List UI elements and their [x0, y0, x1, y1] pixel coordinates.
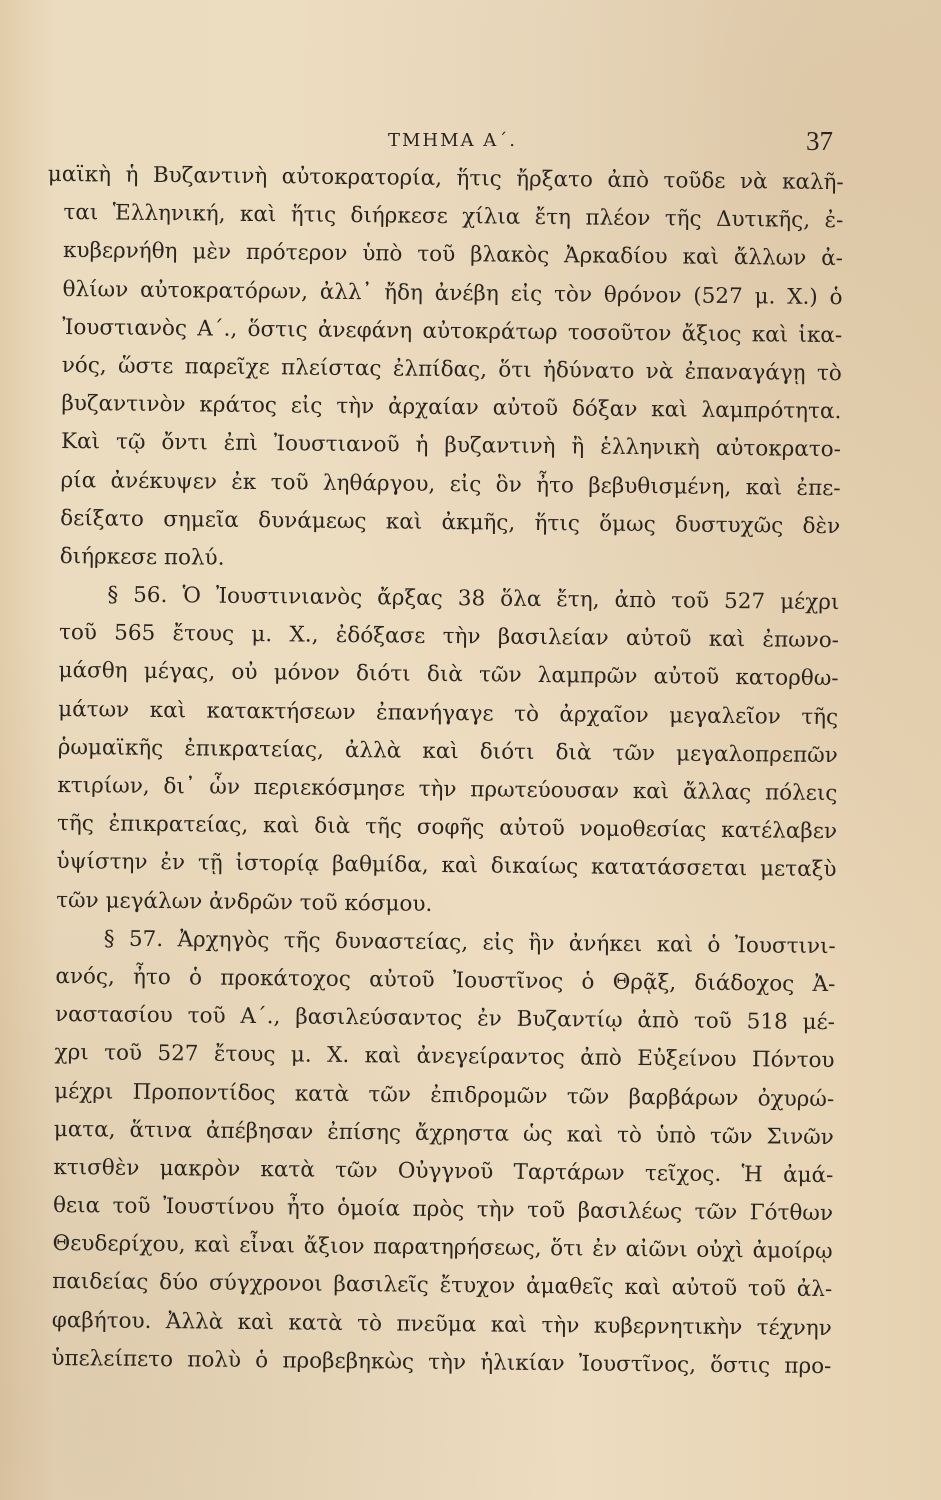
text-line: ὑπελείπετο πολὺ ὁ προβεβηκὼς τὴν ἡλικίαν Ἰουστῖνος, ὅστις προ- [51, 1345, 832, 1379]
text-line: διήρκεσε πολύ. [59, 543, 225, 571]
text-line: νός, ὥστε παρεῖχε πλείστας ἐλπίδας, ὅτι ἠδύνατο νὰ ἐπαναγάγῃ τὸ [61, 352, 842, 387]
text-line: Θευδερίχου, καὶ εἶναι ἄξιον παρατηρήσεως, ὅτι ἐν αἰῶνι οὐχὶ ἀμοίρῳ [52, 1231, 833, 1265]
text-line: παιδείας δύο σύγχρονοι βασιλεῖς ἔτυχον ἀμαθεῖς καὶ αὐτοῦ τοῦ ἀλ- [52, 1269, 833, 1303]
text-line: τῶν μεγάλων ἀνδρῶν τοῦ κόσμου. [56, 887, 433, 917]
text-line: θλίων αὐτοκρατόρων, ἀλλ᾽ ἤδη ἀνέβη εἰς τὸν θρόνον (527 μ. Χ.) ὁ [62, 276, 843, 310]
text-line: τῆς ἐπικρατείας, καὶ διὰ τῆς σοφῆς αὐτοῦ νομοθεσίας κατέλαβεν [56, 811, 838, 845]
text-line: μάσθη μέγας, οὐ μόνον διότι διὰ τῶν λαμπρῶν αὐτοῦ κατορθω- [58, 658, 839, 692]
text-line: κτιρίων, δι᾽ ὧν περιεκόσμησε τὴν πρωτεύουσαν καὶ ἄλλας πόλεις [57, 772, 838, 807]
section-heading-line: § 56. Ὁ Ἰουστινιανὸς ἄρξας 38 ὅλα ἔτη, ἀπὸ τοῦ 527 μέχρι [107, 582, 840, 616]
text-line: ται Ἑλληνική, καὶ ἥτις διήρκεσε χίλια ἔτη πλέον τῆς Δυτικῆς, ἐ- [63, 200, 844, 234]
text-line: χρι τοῦ 527 ἔτους μ. Χ. καὶ ἀνεγείραντος ἀπὸ Εὐξείνου Πόντου [54, 1040, 835, 1074]
text-line: θεια τοῦ Ἰουστίνου ἦτο ὁμοία πρὸς τὴν τοῦ βασιλέως τῶν Γότθων [52, 1193, 834, 1227]
text-line: μέχρι Προποντίδος κατὰ τῶν ἐπιδρομῶν τῶν βαρβάρων ὀχυρώ- [54, 1078, 835, 1112]
body-text [47, 156, 844, 1386]
text-line: φαβήτου. Ἀλλὰ καὶ κατὰ τὸ πνεῦμα καὶ τὴν κυβερνητικὴν τέχνην [51, 1307, 832, 1341]
text-line: βυζαντινὸν κράτος εἰς τὴν ἀρχαίαν αὐτοῦ δόξαν καὶ λαμπρότητα. [61, 391, 842, 425]
text-line: μαϊκὴ ἡ Βυζαντινὴ αὐτοκρατορία, ἥτις ἤρξατο ἀπὸ τοῦδε νὰ καλῆ- [47, 161, 844, 196]
text-line: ματα, ἅτινα ἀπέβησαν ἐπίσης ἄχρηστα ὡς καὶ τὸ ὑπὸ τῶν Σινῶν [53, 1116, 834, 1150]
text-line: ῥωμαϊκῆς ἐπικρατείας, ἀλλὰ καὶ διότι διὰ τῶν μεγαλοπρεπῶν [57, 734, 838, 768]
page-number: 37 [806, 126, 833, 156]
text-line: κυβερνήθη μὲν πρότερον ὑπὸ τοῦ βλακὸς Ἀρκαδίου καὶ ἄλλων ἀ- [62, 238, 844, 272]
section-heading-line: § 57. Ἀρχηγὸς τῆς δυναστείας, εἰς ἣν ἀνήκει καὶ ὁ Ἰουστινι- [103, 926, 836, 959]
text-line: ναστασίου τοῦ Α΄., βασιλεύσαντος ἐν Βυζαντίῳ ἀπὸ τοῦ 518 μέ- [54, 1002, 836, 1036]
text-line: ρία ἀνέκυψεν ἐκ τοῦ ληθάργου, εἰς ὃν ἦτο βεβυθισμένη, καὶ ἐπε- [60, 467, 841, 501]
text-line: Καὶ τῷ ὄντι ἐπὶ Ἰουστιανοῦ ἡ βυζαντινὴ ἢ ἑλληνικὴ αὐτοκρατο- [60, 429, 842, 463]
text-line: ὑψίστην ἐν τῇ ἱστορίᾳ βαθμίδα, καὶ δικαίως κατατάσσεται μεταξὺ [56, 849, 837, 883]
text-line: μάτων καὶ κατακτήσεων ἐπανήγαγε τὸ ἀρχαῖον μεγαλεῖον τῆς [58, 696, 839, 730]
text-line: ανός, ἦτο ὁ προκάτοχος αὐτοῦ Ἰουστῖνος ὁ Θρᾷξ, διάδοχος Ἀ- [55, 963, 836, 998]
text-line: κτισθὲν μακρὸν κατὰ τῶν Οὐγγνοῦ Ταρτάρων τεῖχος. Ἡ ἀμά- [53, 1154, 834, 1188]
text-line: δείξατο σημεῖα δυνάμεως καὶ ἀκμῆς, ἥτις ὅμως δυστυχῶς δὲν [60, 505, 841, 539]
text-line: Ἰουστιανὸς Α΄., ὅστις ἀνεφάνη αὐτοκράτωρ τοσοῦτον ἄξιος καὶ ἱκα- [62, 314, 843, 348]
text-line: τοῦ 565 ἔτους μ. Χ., ἐδόξασε τὴν βασιλείαν αὐτοῦ καὶ ἐπωνο- [58, 620, 840, 654]
running-head: ΤΜΗΜΑ Α΄. [388, 130, 518, 151]
